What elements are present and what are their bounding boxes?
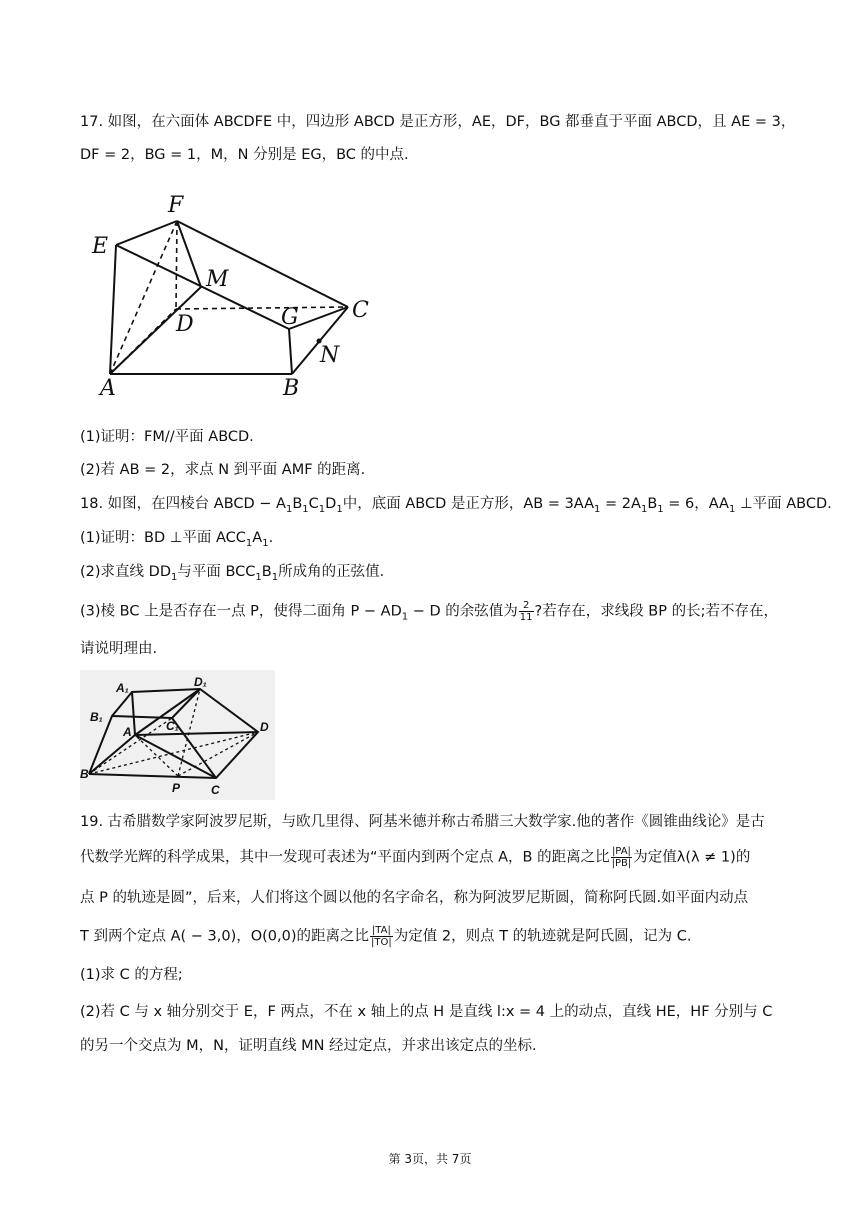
q19-part-2: (2)若 C 与 x 轴分别交于 E，F 两点，不在 x 轴上的点 H 是直线 l:x = 4 上的动点，直线 HE，HF 分别与 C [80,1004,773,1020]
q19-line-1: 19. 古希腊数学家阿波罗尼斯，与欧几里得、阿基米德并称古希腊三大数学家.他的著作《圆锥曲线论》是古 [80,814,765,830]
q19-line-3: 点 P 的轨迹是圆”，后来，人们将这个圆以他的名字命名，称为阿波罗尼斯圆，简称阿氏圆.如平面内动点 [80,890,749,906]
label-F: F [168,193,184,218]
label-N: N [320,343,340,368]
label-D: D [260,720,269,734]
q18-part-2: (2)求直线 $DD_1$与平面 $BCC_1B_1$所成角的正弦值. [80,564,385,583]
q19-part-1: (1)求 C 的方程; [80,967,183,983]
label-A1: A₁ [116,681,129,695]
label-B1: B₁ [90,710,103,724]
label-D: D [176,312,194,337]
q19-part-2-cont: 的另一个交点为 M，N，证明直线 MN 经过定点，并求出该定点的坐标. [80,1038,537,1054]
edge-FC [177,221,348,307]
label-C1: C₁ [166,719,179,733]
label-C: C [352,298,369,323]
q17-part-1: (1)证明：FM//平面 ABCD. [80,429,254,445]
q17-line-2: DF = 2，BG = 1，M，N 分别是 EG，BC 的中点. [80,147,409,163]
q18-part-1: (1)证明：BD ⊥平面 $ACC_1A_1$. [80,530,274,549]
label-P: P [172,781,181,795]
label-C: C [211,783,220,797]
label-M: M [206,267,229,292]
q18-part-3-cont: 请说明理由. [80,641,158,657]
label-A: A [100,376,116,401]
fraction-2-11: $\frac{2}{11}$ [519,600,533,623]
q17-hexahedron-figure [80,186,380,401]
edge-FD [176,221,177,309]
q19-line-4: T 到两个定点 A( − 3,0)，O(0,0)的距离之比 $\frac{|TA|}{|TO|}$ 为定值 2，则点 T 的轨迹就是阿氏圆，记为 C. [80,925,692,948]
edge-AD [110,309,176,374]
q17-line-1: 17. 如图，在六面体 ABCDFE 中，四边形 ABCD 是正方形，AE，DF，BG 都垂直于平面 ABCD，且 AE = 3， [80,114,796,130]
q18-frustum-figure [80,670,275,800]
edge-AE [110,245,116,374]
fraction-TA-TO: $\frac{|TA|}{|TO|}$ [371,925,392,948]
edge-DC [176,307,348,309]
q19-line-2: 代数学光辉的科学成果，其中一发现可表述为“平面内到两个定点 A，B 的距离之比 $\frac{|PA|}{|PB|}$ 为定值λ(λ ≠ 1)的 [80,846,751,869]
q18-line-1: 18. 如图，在四棱台 ABCD − $A_1B_1C_1D_1$中，底面 ABCD 是正方形，AB = $3AA_1 = 2A_1B_1 = 6$，$AA_1$ ⊥平面 ABCD. [80,496,832,515]
page-footer: 第 3页，共 7页 [388,1152,472,1166]
label-A: A [123,725,132,739]
label-E: E [92,234,109,259]
q18-part-3: (3)棱 BC 上是否存在一点 P，使得二面角 $P - AD_1 - D$ 的余弦值为 $\frac{2}{11}$ ?若存在，求线段 BP 的长;若不存在， [80,600,778,623]
label-B: B [283,376,300,401]
q17-part-2: (2)若 AB = 2，求点 N 到平面 AMF 的距离. [80,462,366,478]
fraction-PA-PB: $\frac{|PA|}{|PB|}$ [611,846,632,869]
edge-EG [116,245,289,329]
label-G: G [281,305,299,330]
label-D1: D₁ [194,675,207,689]
label-B: B [80,767,89,781]
edge-GB [289,329,292,374]
